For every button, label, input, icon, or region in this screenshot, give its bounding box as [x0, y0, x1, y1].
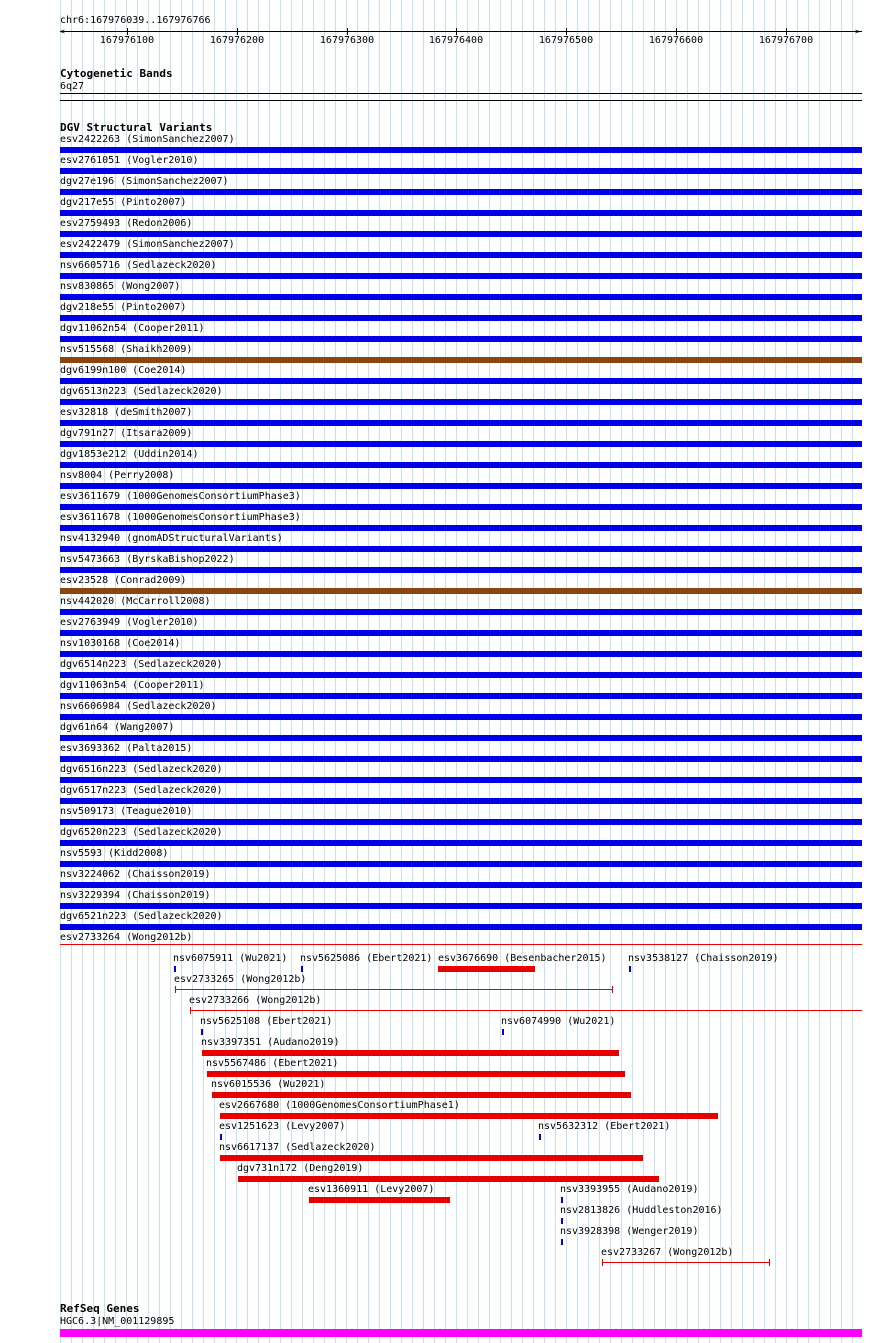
- position-label: chr6:167976039..167976766: [60, 15, 211, 26]
- ruler-tick-label: 167976200: [209, 35, 265, 46]
- ruler-tick-label: 167976300: [319, 35, 375, 46]
- variant-label[interactable]: nsv830865 (Wong2007): [60, 281, 181, 292]
- variant-marker[interactable]: [561, 1197, 563, 1203]
- variant-bar[interactable]: [60, 672, 862, 678]
- variant-label[interactable]: dgv218e55 (Pinto2007): [60, 302, 187, 313]
- variant-label[interactable]: nsv3224062 (Chaisson2019): [60, 869, 211, 880]
- variant-bar[interactable]: [60, 609, 862, 615]
- variant-label[interactable]: nsv6606984 (Sedlazeck2020): [60, 701, 217, 712]
- variant-bar[interactable]: [60, 777, 862, 783]
- variant-bar[interactable]: [60, 357, 862, 363]
- variant-bar[interactable]: [60, 588, 862, 594]
- variant-label[interactable]: dgv6516n223 (Sedlazeck2020): [60, 764, 223, 775]
- variant-bar-start-cap: [190, 1007, 191, 1014]
- variant-bar[interactable]: [60, 504, 862, 510]
- variant-label[interactable]: dgv6514n223 (Sedlazeck2020): [60, 659, 223, 670]
- variant-bar[interactable]: [60, 189, 862, 195]
- variant-marker[interactable]: [201, 1029, 203, 1035]
- refseq-gene-bar[interactable]: [60, 1329, 862, 1337]
- variant-label[interactable]: dgv6520n223 (Sedlazeck2020): [60, 827, 223, 838]
- dgv-track-title: DGV Structural Variants: [60, 121, 213, 134]
- variant-bar[interactable]: [60, 336, 862, 342]
- variant-label[interactable]: nsv509173 (Teague2010): [60, 806, 193, 817]
- variant-bar-start-cap: [175, 986, 176, 993]
- variant-label[interactable]: nsv6617137 (Sedlazeck2020): [219, 1142, 376, 1153]
- variant-bar[interactable]: [60, 735, 862, 741]
- variant-bar[interactable]: [60, 819, 862, 825]
- variant-label[interactable]: esv2733267 (Wong2012b): [601, 1247, 734, 1258]
- variant-label[interactable]: dgv6521n223 (Sedlazeck2020): [60, 911, 223, 922]
- variant-bar[interactable]: [60, 944, 862, 945]
- refseq-track-title: RefSeq Genes: [60, 1302, 140, 1315]
- ruler-tick-mark: [566, 28, 567, 35]
- variant-bar[interactable]: [207, 1071, 625, 1077]
- variant-label[interactable]: esv1251623 (Levy2007): [219, 1121, 346, 1132]
- variant-marker[interactable]: [629, 966, 631, 972]
- variant-label[interactable]: dgv27e196 (SimonSanchez2007): [60, 176, 229, 187]
- variant-bar[interactable]: [60, 840, 862, 846]
- variant-label[interactable]: esv32818 (deSmith2007): [60, 407, 193, 418]
- variant-bar-end-cap: [769, 1259, 770, 1266]
- variant-bar[interactable]: [60, 924, 862, 930]
- variant-label[interactable]: nsv5593 (Kidd2008): [60, 848, 169, 859]
- variant-label[interactable]: dgv11062n54 (Cooper2011): [60, 323, 205, 334]
- cytoband-bar[interactable]: [60, 93, 862, 94]
- variant-bar[interactable]: [60, 546, 862, 552]
- variant-label[interactable]: nsv3393955 (Audano2019): [560, 1184, 699, 1195]
- variant-bar[interactable]: [220, 1113, 718, 1119]
- variant-label[interactable]: dgv11063n54 (Cooper2011): [60, 680, 205, 691]
- variant-bar[interactable]: [60, 273, 862, 279]
- variant-label[interactable]: nsv515568 (Shaikh2009): [60, 344, 193, 355]
- variant-label[interactable]: esv2733264 (Wong2012b): [60, 932, 193, 943]
- variant-label[interactable]: nsv3229394 (Chaisson2019): [60, 890, 211, 901]
- cytoband-track-title: Cytogenetic Bands: [60, 67, 173, 80]
- ruler-tick-label: 167976600: [648, 35, 704, 46]
- variant-label[interactable]: dgv791n27 (Itsara2009): [60, 428, 193, 439]
- cytoband-label: 6q27: [60, 81, 85, 92]
- variant-label[interactable]: nsv4132940 (gnomADStructuralVariants): [60, 533, 283, 544]
- variant-bar[interactable]: [60, 756, 862, 762]
- ruler-tick-label: 167976100: [99, 35, 155, 46]
- variant-label[interactable]: dgv6513n223 (Sedlazeck2020): [60, 386, 223, 397]
- variant-label[interactable]: dgv61n64 (Wang2007): [60, 722, 175, 733]
- variant-bar[interactable]: [190, 1010, 862, 1011]
- variant-marker[interactable]: [174, 966, 176, 972]
- ruler-left-arrow-icon: <: [60, 27, 65, 36]
- variant-bar[interactable]: [238, 1176, 659, 1182]
- ruler-tick-mark: [676, 28, 677, 35]
- variant-bar[interactable]: [60, 462, 862, 468]
- variant-bar[interactable]: [220, 1155, 643, 1161]
- ruler-line: [60, 31, 862, 32]
- ruler-tick-mark: [237, 28, 238, 35]
- variant-label[interactable]: esv2761051 (Vogler2010): [60, 155, 199, 166]
- variant-label[interactable]: nsv6074990 (Wu2021): [501, 1016, 616, 1027]
- variant-label[interactable]: nsv5567486 (Ebert2021): [206, 1058, 339, 1069]
- variant-label[interactable]: nsv3538127 (Chaisson2019): [628, 953, 779, 964]
- variant-label[interactable]: nsv5625108 (Ebert2021): [200, 1016, 333, 1027]
- variant-label[interactable]: esv3611678 (1000GenomesConsortiumPhase3): [60, 512, 301, 523]
- variant-label[interactable]: nsv3397351 (Audano2019): [201, 1037, 340, 1048]
- variant-label[interactable]: esv3693362 (Palta2015): [60, 743, 193, 754]
- variant-marker[interactable]: [220, 1134, 222, 1140]
- variant-label[interactable]: dgv731n172 (Deng2019): [237, 1163, 364, 1174]
- variant-label[interactable]: esv1360911 (Levy2007): [308, 1184, 435, 1195]
- track-separator: [60, 100, 862, 101]
- variant-label[interactable]: esv2759493 (Redon2006): [60, 218, 193, 229]
- ruler-tick-mark: [347, 28, 348, 35]
- variant-label[interactable]: esv3611679 (1000GenomesConsortiumPhase3): [60, 491, 301, 502]
- variant-label[interactable]: nsv442020 (McCarroll2008): [60, 596, 211, 607]
- variant-label[interactable]: esv2422479 (SimonSanchez2007): [60, 239, 235, 250]
- variant-label[interactable]: nsv5473663 (ByrskaBishop2022): [60, 554, 235, 565]
- variant-bar[interactable]: [60, 567, 862, 573]
- variant-marker[interactable]: [561, 1239, 563, 1245]
- ruler-tick-label: 167976500: [538, 35, 594, 46]
- variant-label[interactable]: esv2733265 (Wong2012b): [174, 974, 307, 985]
- variant-bar[interactable]: [60, 882, 862, 888]
- variant-label[interactable]: esv2763949 (Vogler2010): [60, 617, 199, 628]
- variant-bar[interactable]: [60, 798, 862, 804]
- variant-marker[interactable]: [502, 1029, 504, 1035]
- variant-bar[interactable]: [60, 525, 862, 531]
- variant-label[interactable]: nsv8004 (Perry2008): [60, 470, 175, 481]
- variant-bar[interactable]: [60, 483, 862, 489]
- ruler-tick-mark: [786, 28, 787, 35]
- variant-label[interactable]: nsv6075911 (Wu2021): [173, 953, 288, 964]
- variant-bar[interactable]: [60, 294, 862, 300]
- variant-bar[interactable]: [175, 989, 613, 990]
- variant-bar[interactable]: [60, 147, 862, 153]
- variant-bar[interactable]: [309, 1197, 450, 1203]
- variant-label[interactable]: nsv3928398 (Wenger2019): [560, 1226, 699, 1237]
- ruler-right-arrow-icon: >: [855, 27, 860, 36]
- variant-label[interactable]: dgv6517n223 (Sedlazeck2020): [60, 785, 223, 796]
- variant-bar[interactable]: [60, 861, 862, 867]
- variant-marker[interactable]: [301, 966, 303, 972]
- variant-label[interactable]: nsv6015536 (Wu2021): [211, 1079, 326, 1090]
- variant-bar[interactable]: [60, 420, 862, 426]
- variant-bar[interactable]: [438, 966, 535, 972]
- ruler-tick-label: 167976400: [428, 35, 484, 46]
- variant-bar[interactable]: [202, 1050, 619, 1056]
- variant-bar[interactable]: [60, 714, 862, 720]
- variant-bar[interactable]: [60, 693, 862, 699]
- ruler-tick-label: 167976700: [758, 35, 814, 46]
- variant-label[interactable]: dgv217e55 (Pinto2007): [60, 197, 187, 208]
- variant-bar-start-cap: [602, 1259, 603, 1266]
- variant-bar[interactable]: [60, 903, 862, 909]
- ruler-tick-mark: [127, 28, 128, 35]
- variant-label[interactable]: nsv5632312 (Ebert2021): [538, 1121, 671, 1132]
- variant-bar[interactable]: [60, 231, 862, 237]
- variant-label[interactable]: nsv1030168 (Coe2014): [60, 638, 181, 649]
- variant-bar[interactable]: [60, 651, 862, 657]
- variant-label[interactable]: nsv6605716 (Sedlazeck2020): [60, 260, 217, 271]
- variant-marker[interactable]: [539, 1134, 541, 1140]
- variant-marker[interactable]: [561, 1218, 563, 1224]
- variant-bar[interactable]: [60, 630, 862, 636]
- variant-bar[interactable]: [602, 1262, 770, 1263]
- variant-label[interactable]: dgv1853e212 (Uddin2014): [60, 449, 199, 460]
- variant-label[interactable]: nsv2813826 (Huddleston2016): [560, 1205, 723, 1216]
- variant-label[interactable]: esv2733266 (Wong2012b): [189, 995, 322, 1006]
- variant-label[interactable]: esv2422263 (SimonSanchez2007): [60, 134, 235, 145]
- variant-bar[interactable]: [60, 168, 862, 174]
- variant-bar[interactable]: [60, 210, 862, 216]
- variant-bar[interactable]: [60, 378, 862, 384]
- variant-bar-end-cap: [612, 986, 613, 993]
- variant-label[interactable]: esv3676690 (Besenbacher2015): [438, 953, 607, 964]
- refseq-gene-label: HGC6.3|NM_001129895: [60, 1316, 175, 1327]
- variant-bar[interactable]: [60, 441, 862, 447]
- variant-bar[interactable]: [60, 399, 862, 405]
- variant-label[interactable]: dgv6199n100 (Coe2014): [60, 365, 187, 376]
- variant-label[interactable]: esv2667680 (1000GenomesConsortiumPhase1): [219, 1100, 460, 1111]
- variant-bar[interactable]: [212, 1092, 631, 1098]
- variant-label[interactable]: nsv5625086 (Ebert2021): [300, 953, 433, 964]
- variant-bar[interactable]: [60, 315, 862, 321]
- ruler-tick-mark: [456, 28, 457, 35]
- variant-label[interactable]: esv23528 (Conrad2009): [60, 575, 187, 586]
- variant-bar[interactable]: [60, 252, 862, 258]
